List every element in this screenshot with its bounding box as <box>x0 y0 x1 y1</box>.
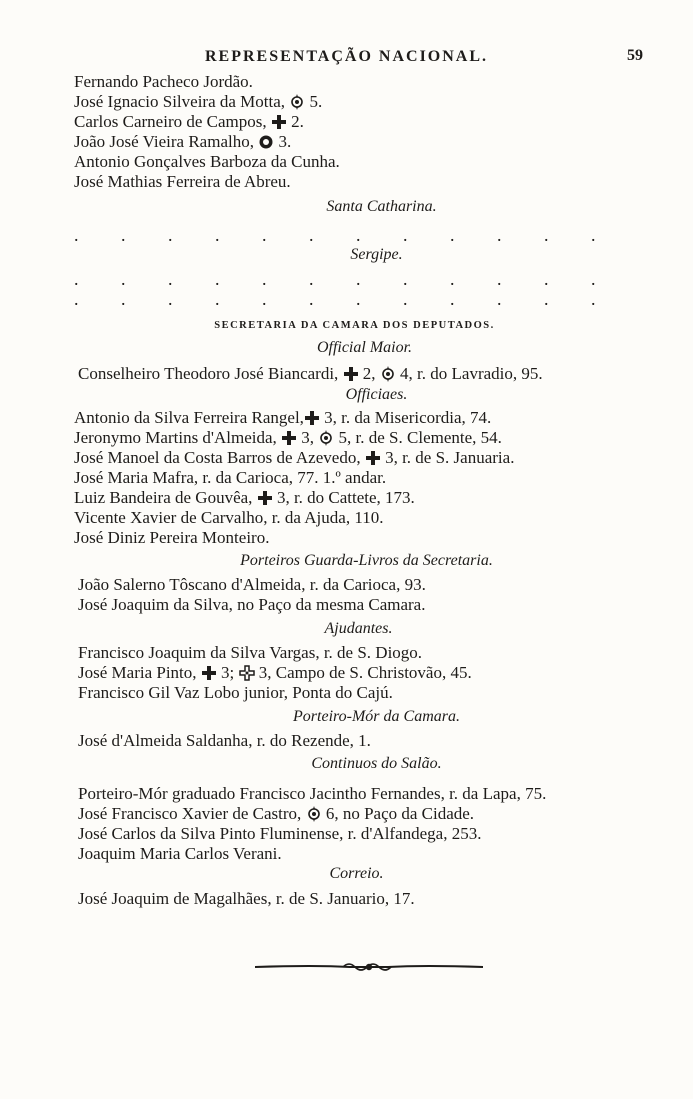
subtitle-porteiro-mor: Porteiro-Mór da Camara. <box>293 708 460 725</box>
entry-line: Antonio da Silva Ferreira Rangel, 3, r. da Misericordia, 74. <box>74 408 492 427</box>
entry-line: José Mathias Ferreira de Abreu. <box>74 172 291 191</box>
entry-line: Francisco Joaquim da Silva Vargas, r. de S. Diogo. <box>78 643 423 662</box>
entry-line: Luiz Bandeira de Gouvêa, 3, r. do Cattete, 173. <box>74 488 415 507</box>
entry-line: Antonio Gonçalves Barboza da Cunha. <box>74 152 340 171</box>
subtitle-continuos: Continuos do Salão. <box>311 755 442 772</box>
entry-line: João José Vieira Ramalho, 3. <box>74 132 292 151</box>
cross-order-icon <box>365 450 381 466</box>
dot-leader: . . . . . . . . . . . . <box>74 225 615 245</box>
entry-line: Francisco Gil Vaz Lobo junior, Ponta do Cajú. <box>78 683 393 702</box>
page-number: 59 <box>627 47 643 64</box>
cross-order-icon <box>343 366 359 382</box>
cross-order-icon <box>281 430 297 446</box>
subtitle-ajudantes: Ajudantes. <box>324 620 393 637</box>
running-title: REPRESENTAÇÃO NACIONAL. <box>204 48 489 65</box>
entry-line: Vicente Xavier de Carvalho, r. da Ajuda, 110. <box>74 508 384 527</box>
subtitle-official-maior: Official Maior. <box>316 339 413 356</box>
entry-line: José Joaquim da Silva, no Paço da mesma Camara. <box>78 595 426 614</box>
section-title-sergipe: Sergipe. <box>350 246 403 263</box>
entry-line: João Salerno Tôscano d'Almeida, r. da Carioca, 93. <box>78 575 426 594</box>
subtitle-correio: Correio. <box>329 865 384 882</box>
entry-line: José Diniz Pereira Monteiro. <box>74 528 270 547</box>
cross-order-icon <box>257 490 273 506</box>
entry-line: Joaquim Maria Carlos Verani. <box>78 844 282 863</box>
entry-line: José Maria Mafra, r. da Carioca, 77. 1.º andar. <box>74 468 387 487</box>
ornamental-rule <box>255 957 483 977</box>
rose-order-icon <box>306 806 322 822</box>
cross-order-icon <box>304 410 320 426</box>
ornate-cross-order-icon <box>239 665 255 681</box>
section-heading-secretaria: SECRETARIA DA CAMARA DOS DEPUTADOS. <box>214 320 495 331</box>
entry-line: José Francisco Xavier de Castro, 6, no Paço da Cidade. <box>78 804 475 823</box>
entry-line: José Carlos da Silva Pinto Fluminense, r. d'Alfandega, 253. <box>78 824 482 843</box>
subtitle-officiaes: Officiaes. <box>345 386 408 403</box>
rose-order-icon <box>318 430 334 446</box>
entry-line: José Ignacio Silveira da Motta, 5. <box>74 92 323 111</box>
star-order-icon <box>258 134 274 150</box>
entry-line: Carlos Carneiro de Campos, 2. <box>74 112 304 131</box>
entry-line: José d'Almeida Saldanha, r. do Rezende, 1. <box>78 731 371 750</box>
section-title-santa-catharina: Santa Catharina. <box>326 198 437 215</box>
entry-line: José Maria Pinto, 3; 3, Campo de S. Christovão, 45. <box>78 663 472 682</box>
subtitle-porteiros: Porteiros Guarda-Livros da Secretaria. <box>240 552 493 569</box>
rose-order-icon <box>380 366 396 382</box>
cross-order-icon <box>271 114 287 130</box>
dot-leader: . . . . . . . . . . . . <box>74 289 615 309</box>
entry-line: José Joaquim de Magalhães, r. de S. Januario, 17. <box>78 889 415 908</box>
entry-line: Jeronymo Martins d'Almeida, 3, 5, r. de S. Clemente, 54. <box>74 428 502 447</box>
entry-line: José Manoel da Costa Barros de Azevedo, 3, r. de S. Januaria. <box>74 448 515 467</box>
dot-leader: . . . . . . . . . . . . <box>74 269 615 289</box>
entry-line: Conselheiro Theodoro José Biancardi, 2, 4, r. do Lavradio, 95. <box>78 364 543 383</box>
entry-line: Porteiro-Mór graduado Francisco Jacintho Fernandes, r. da Lapa, 75. <box>78 784 547 803</box>
entry-line: Fernando Pacheco Jordão. <box>74 72 253 91</box>
rose-order-icon <box>289 94 305 110</box>
cross-order-icon <box>201 665 217 681</box>
